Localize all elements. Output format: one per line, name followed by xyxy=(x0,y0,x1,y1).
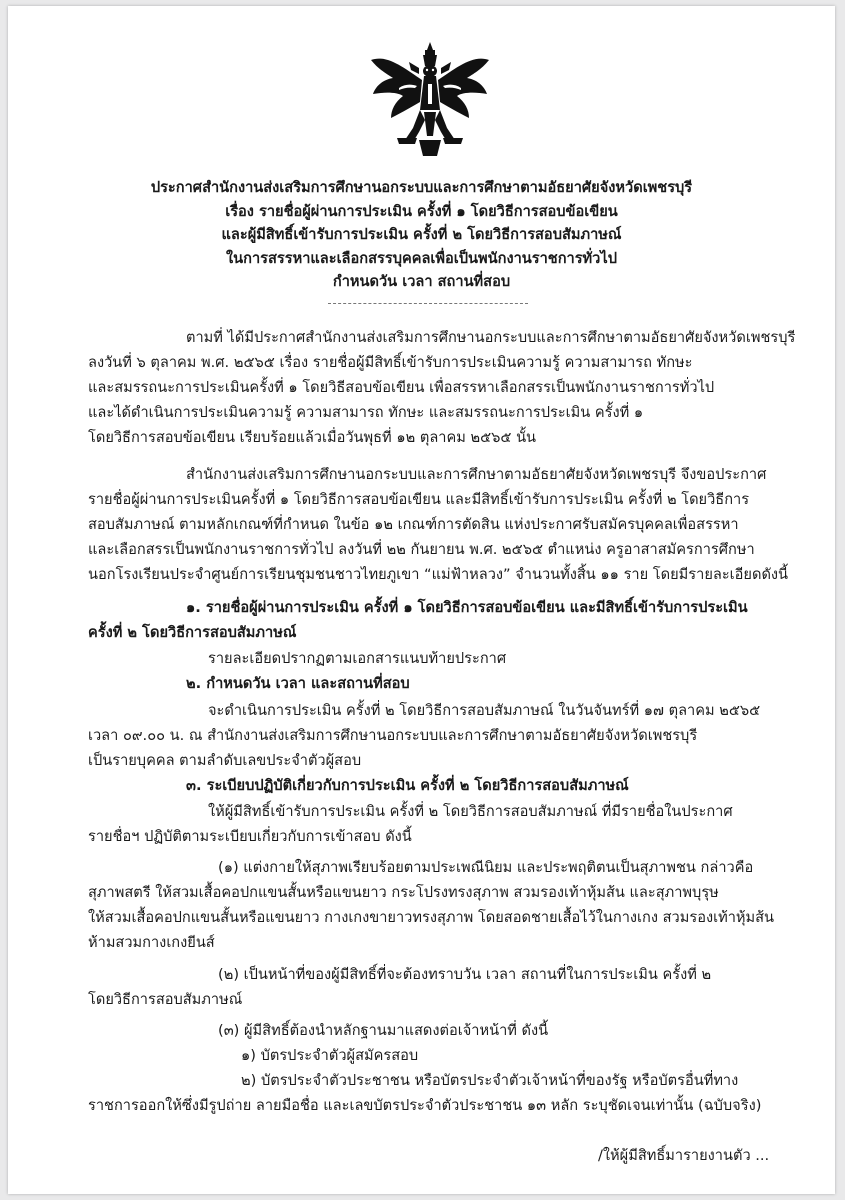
paragraph-1-line: และสมรรถนะการประเมินครั้งที่ ๑ โดยวิธีสอบข้อเขียน เพื่อสรรหาเลือกสรรเป็นพนักงานราชการทั่วไป xyxy=(88,379,715,396)
title-line: เรื่อง รายชื่อผู้ผ่านการประเมิน ครั้งที่ ๑ โดยวิธีการสอบข้อเขียน xyxy=(225,202,618,220)
paragraph-1-line: และได้ดำเนินการประเมินความรู้ ความสามารถ ทักษะ และสมรรถนะการประเมิน ครั้งที่ ๑ xyxy=(88,404,644,421)
paragraph-2-line: และเลือกสรรเป็นพนักงานราชการทั่วไป ลงวันที่ ๒๒ กันยายน พ.ศ. ๒๕๖๕ ตำแหน่ง ครูอาสาสมัครการศึกษา xyxy=(88,541,755,558)
section-3-intro-line: รายชื่อฯ ปฏิบัติตามระเบียบเกี่ยวกับการเข้าสอบ ดังนี้ xyxy=(88,828,412,845)
section-1-heading: ครั้งที่ ๒ โดยวิธีการสอบสัมภาษณ์ xyxy=(88,624,297,641)
section-2-body-line: จะดำเนินการประเมิน ครั้งที่ ๒ โดยวิธีการสอบสัมภาษณ์ ในวันจันทร์ที่ ๑๗ ตุลาคม ๒๕๖๕ xyxy=(208,702,761,719)
continuation-note: /ให้ผู้มีสิทธิ์มารายงานตัว ... xyxy=(598,1147,770,1164)
title-line: และผู้มีสิทธิ์เข้ารับการประเมิน ครั้งที่ ๒ โดยวิธีการสอบสัมภาษณ์ xyxy=(221,226,622,243)
paragraph-2-line: สำนักงานส่งเสริมการศึกษานอกระบบและการศึกษาตามอัธยาศัยจังหวัดเพชรบุรี จึงขอประกาศ xyxy=(186,466,767,483)
paragraph-2-line: สอบสัมภาษณ์ ตามหลักเกณฑ์ที่กำหนด ในข้อ ๑๒ เกณฑ์การตัดสิน แห่งประกาศรับสมัครบุคคลเพื่อสรรหา xyxy=(88,516,739,533)
dress-code-line: สุภาพสตรี ให้สวมเสื้อคอปกแขนสั้นหรือแขนยาว กระโปรงทรงสุภาพ สวมรองเท้าหุ้มส้น และสุภาพบุรุษ xyxy=(88,884,719,901)
title-line: กำหนดวัน เวลา สถานที่สอบ xyxy=(332,273,511,290)
dress-code-line: (๑) แต่งกายให้สุภาพเรียบร้อยตามประเพณีนิยม และประพฤติตนเป็นสุภาพชน กล่าวคือ xyxy=(218,859,754,876)
section-1-body: รายละเอียดปรากฏตามเอกสารแนบท้ายประกาศ xyxy=(208,650,507,667)
paragraph-1-line: ตามที่ ได้มีประกาศสำนักงานส่งเสริมการศึกษานอกระบบและการศึกษาตามอัธยาศัยจังหวัดเพชรบุรี xyxy=(186,329,796,346)
announcement-title xyxy=(48,176,795,294)
garuda-emblem-icon xyxy=(369,40,491,160)
required-document-item: ๑) บัตรประจำตัวผู้สมัครสอบ xyxy=(241,1047,419,1064)
section-3-intro-line: ให้ผู้มีสิทธิ์เข้ารับการประเมิน ครั้งที่ ๒ โดยวิธีการสอบสัมภาษณ์ ที่มีรายชื่อในประกาศ xyxy=(208,803,733,820)
dress-code-line: ให้สวมเสื้อคอปกแขนสั้นหรือแขนยาว กางเกงขายาวทรงสุภาพ โดยสอดชายเสื้อไว้ในกางเกง สวมรองเท้าหุ้มส้น xyxy=(88,909,775,926)
schedule-duty-line: โดยวิธีการสอบสัมภาษณ์ xyxy=(88,991,243,1008)
document-page xyxy=(8,6,835,1194)
title-line: ในการสรรหาและเลือกสรรบุคคลเพื่อเป็นพนักงานราชการทั่วไป xyxy=(226,249,617,267)
schedule-duty-line: (๒) เป็นหน้าที่ของผู้มีสิทธิ์ที่จะต้องทราบวัน เวลา สถานที่ในการประเมิน ครั้งที่ ๒ xyxy=(218,966,712,983)
paragraph-2-line: รายชื่อผู้ผ่านการประเมินครั้งที่ ๑ โดยวิธีการสอบข้อเขียน และมีสิทธิ์เข้ารับการประเมิน ครั้งที่ ๒ โดยวิธีการ xyxy=(88,491,750,508)
title-divider xyxy=(328,303,528,304)
required-document-item: ๒) บัตรประจำตัวประชาชน หรือบัตรประจำตัวเจ้าหน้าที่ของรัฐ หรือบัตรอื่นที่ทาง xyxy=(241,1072,739,1089)
paragraph-1-line: โดยวิธีการสอบข้อเขียน เรียบร้อยแล้วเมื่อวันพุธที่ ๑๒ ตุลาคม ๒๕๖๕ นั้น xyxy=(88,429,537,446)
section-3-heading: ๓. ระเบียบปฏิบัติเกี่ยวกับการประเมิน ครั้งที่ ๒ โดยวิธีการสอบสัมภาษณ์ xyxy=(186,777,629,794)
section-2-body-line: เป็นรายบุคคล ตามลำดับเลขประจำตัวผู้สอบ xyxy=(88,752,362,769)
title-line: ประกาศสำนักงานส่งเสริมการศึกษานอกระบบและการศึกษาตามอัธยาศัยจังหวัดเพชรบุรี xyxy=(150,179,693,196)
paragraph-1-line: ลงวันที่ ๖ ตุลาคม พ.ศ. ๒๕๖๕ เรื่อง รายชื่อผู้มีสิทธิ์เข้ารับการประเมินความรู้ ความสามารถ ทักษะ xyxy=(88,354,693,371)
paragraph-2-line: นอกโรงเรียนประจำศูนย์การเรียนชุมชนชาวไทยภูเขา “แม่ฟ้าหลวง” จำนวนทั้งสิ้น ๑๑ ราย โดยมีรายละเอียดดังนี้ xyxy=(88,566,789,583)
section-1-heading: ๑. รายชื่อผู้ผ่านการประเมิน ครั้งที่ ๑ โดยวิธีการสอบข้อเขียน และมีสิทธิ์เข้ารับการประเมิน xyxy=(186,599,748,616)
required-document-item: ราชการออกให้ซึ่งมีรูปถ่าย ลายมือชื่อ และเลขบัตรประจำตัวประชาชน ๑๓ หลัก ระบุชัดเจนเท่านั้น (ฉบับจริง) xyxy=(88,1097,762,1114)
required-documents-line: (๓) ผู้มีสิทธิ์ต้องนำหลักฐานมาแสดงต่อเจ้าหน้าที่ ดังนี้ xyxy=(218,1022,549,1039)
section-2-body-line: เวลา ๐๙.๐๐ น. ณ สำนักงานส่งเสริมการศึกษานอกระบบและการศึกษาตามอัธยาศัยจังหวัดเพชรบุรี xyxy=(88,727,698,744)
section-2-heading: ๒. กำหนดวัน เวลา และสถานที่สอบ xyxy=(186,675,410,692)
dress-code-line: ห้ามสวมกางเกงยีนส์ xyxy=(88,934,215,951)
